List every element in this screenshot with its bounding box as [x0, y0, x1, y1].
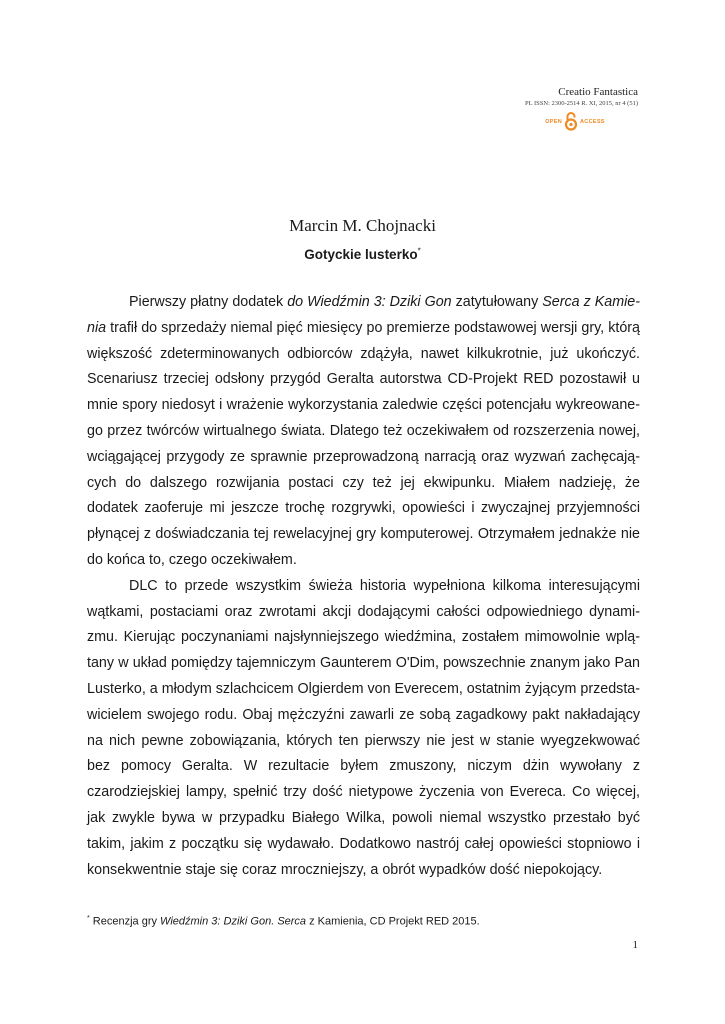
journal-header — [338, 85, 638, 108]
body-paragraph — [87, 290, 640, 574]
article-body — [87, 290, 640, 883]
paragraph-text: zatytułowany — [451, 294, 543, 310]
footnote-mark: * — [87, 915, 90, 922]
title-footnote-mark: * — [417, 246, 421, 256]
article-title-text: Gotyckie lusterko — [304, 247, 418, 262]
footnote-italic-text: Wiedźmin 3: Dziki Gon. Serca — [160, 915, 307, 928]
journal-issn: PL ISSN: 2300-2514 R. XI, 2015, nr 4 (51) — [525, 100, 638, 107]
open-access-right-label: ACCESS — [580, 119, 605, 125]
paragraph-text: Pierwszy płatny dodatek — [129, 294, 288, 310]
open-lock-icon — [564, 111, 578, 133]
italic-text: Serca z Kamienia — [87, 294, 640, 336]
body-paragraph — [87, 574, 640, 884]
journal-name: Creatio Fantastica — [558, 86, 638, 98]
paragraph-text: DLC to przede wszystkim świeża historia wypełniona kilkoma interesującymi wątkami, postaciami oraz zwrotami akcji dodającymi całości odpowiedniego dynamizmu. Kierując poczynaniami najsłynniejszego wiedźmina, zostałem mimowolnie wplątany w układ pomiędzy tajemniczym Gaunterem O'Dim, powszechnie znanym jako Pan Lusterko, a młodym szlachcicem Olgierdem von Everecem, ostatnim żyjącym przedstawicielem swojego rodu. Obaj mężczyźni zawarli ze sobą zagadkowy pakt nakładający na nich pewne zobowiązania, których ten pierwszy nie jest w stanie wyegzekwować bez pomocy Geralta. W rezultacie byłem zmuszony, niczym dżin wywołany z czarodziejskiej lampy, spełnić trzy dość nietypowe życzenia von Evereca. Co więcej, jak zwykle bywa w przypadku Białego Wilka, powoli niemal wszystko przestało być takim, jakim z początku się wydawało. Dodatkowo nastrój całej opowieści stopniowo i konsekwentnie staje się coraz mroczniejszy, a obrót wypadków dość niepokojący. — [87, 577, 641, 878]
footnote-text: Recenzja gry — [89, 915, 161, 928]
open-access-logo — [540, 111, 610, 133]
article-author: Marcin M. Chojnacki — [289, 216, 436, 235]
open-access-left-label: OPEN — [545, 119, 563, 125]
paragraph-text: trafił do sprzedaży niemal pięć miesięcy po premierze podstawowej wersji gry, którą większość zdeterminowanych odbiorców zdążyła, nawet kilkukrotnie, już ukończyć. Scenariusz trzeciej odsłony przygód Geralta autorstwa CD-Projekt RED pozostawił u mnie spory niedosyt i wrażenie wykorzystania zaledwie części potencjału wykreowanego przez twórców wirtualnego świata. Dlatego też oczekiwałem od rozszerzenia nowej, wciągającej przygody ze sprawnie przeprowadzoną narracją oraz wyzwań zachęcających do dalszego rozwijania postaci czy też jej ekwipunku. Miałem nadzieję, że dodatek zaoferuje mi jeszcze trochę rozgrywki, opowieści i zwyczajnej przyjemności płynącej z doświadczania tej rewelacyjnej gry komputerowej. Otrzymałem jednakże nie do końca to, czego oczekiwałem. — [87, 319, 640, 568]
page-number: 1 — [632, 939, 638, 951]
footnote-text: z Kamienia, CD Projekt RED 2015. — [306, 915, 480, 928]
footnote — [87, 911, 640, 930]
article-title — [0, 245, 725, 265]
italic-text: do Wiedźmin 3: Dziki Gon — [287, 294, 452, 310]
